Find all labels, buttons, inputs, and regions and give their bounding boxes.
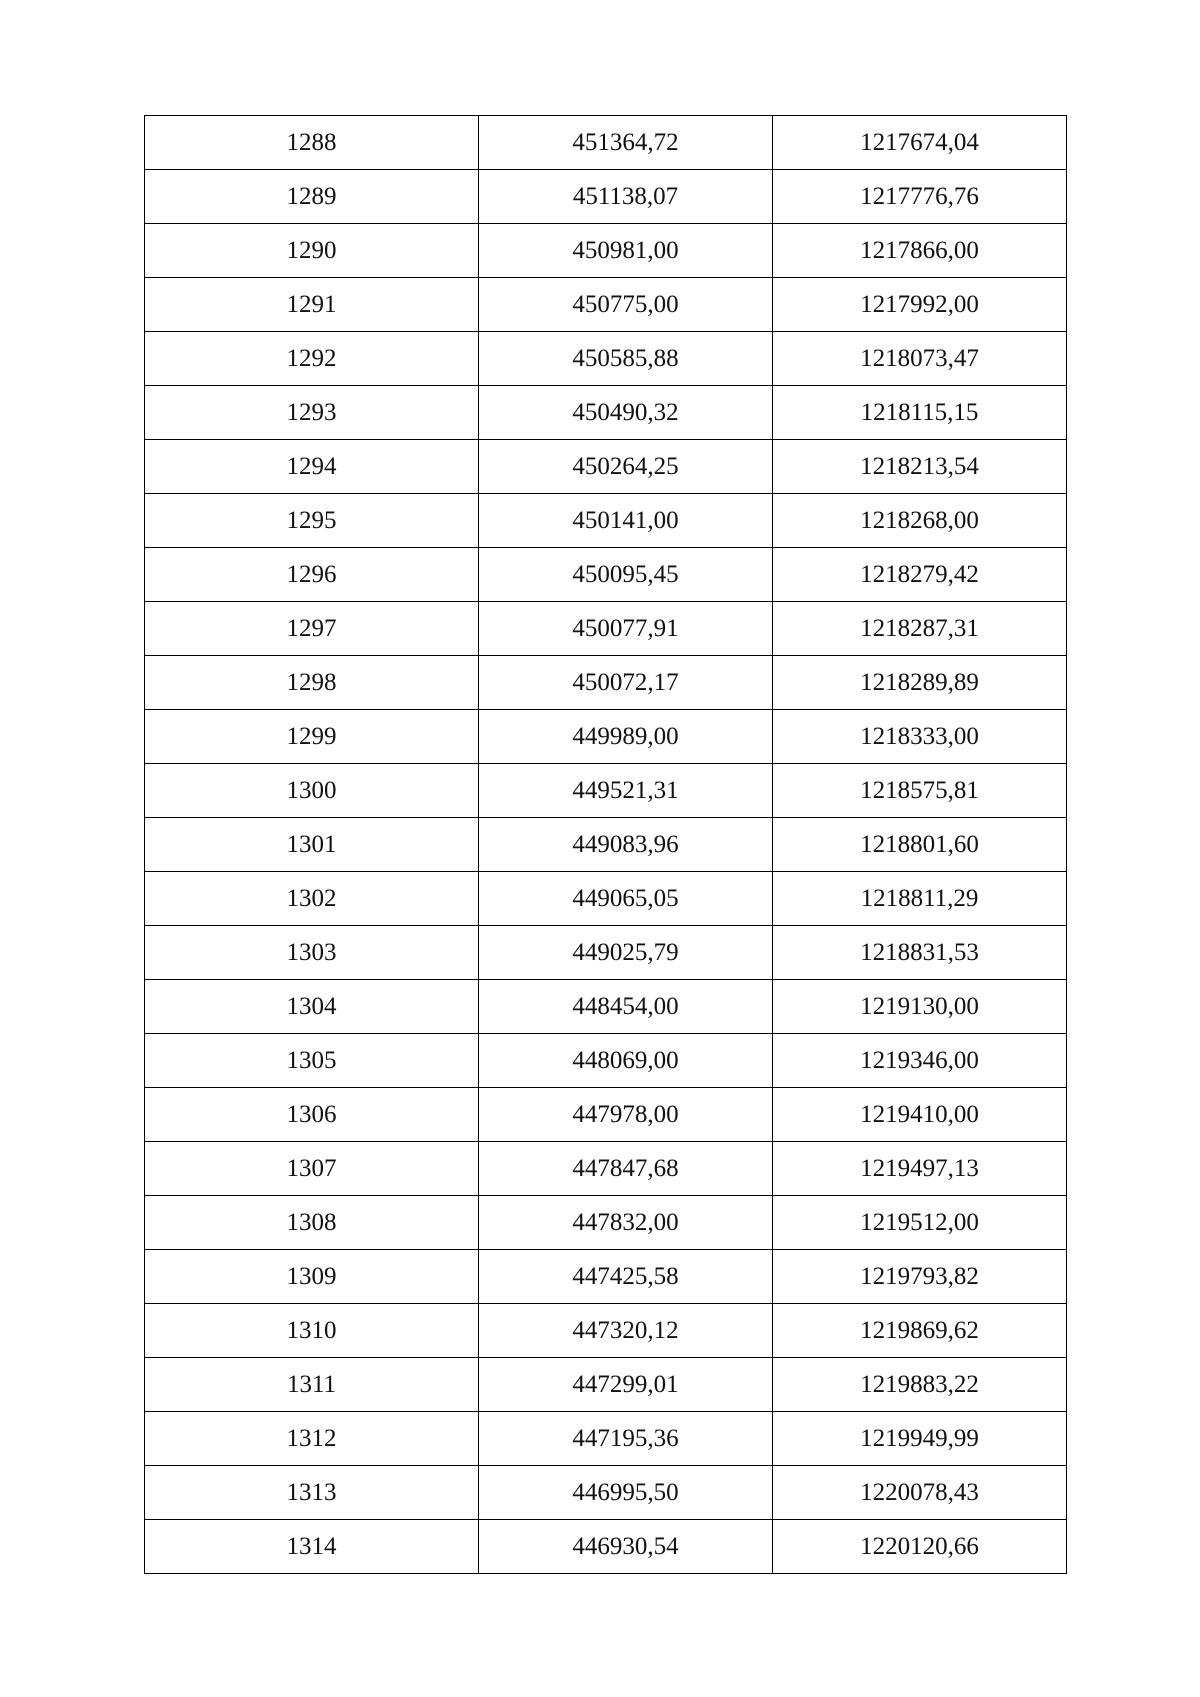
point-number-cell: 1305	[145, 1034, 479, 1088]
point-number-cell: 1313	[145, 1466, 479, 1520]
y-coordinate-cell: 1217674,04	[773, 116, 1067, 170]
x-coordinate-cell: 450490,32	[479, 386, 773, 440]
table-row	[145, 170, 1067, 224]
table-row	[145, 764, 1067, 818]
x-coordinate-cell: 450141,00	[479, 494, 773, 548]
table-row	[145, 1304, 1067, 1358]
table-row	[145, 818, 1067, 872]
y-coordinate-cell: 1217776,76	[773, 170, 1067, 224]
table-row	[145, 1250, 1067, 1304]
x-coordinate-cell: 450077,91	[479, 602, 773, 656]
point-number-cell: 1307	[145, 1142, 479, 1196]
table-row	[145, 1034, 1067, 1088]
y-coordinate-cell: 1219346,00	[773, 1034, 1067, 1088]
y-coordinate-cell: 1219949,99	[773, 1412, 1067, 1466]
point-number-cell: 1298	[145, 656, 479, 710]
table-row	[145, 1196, 1067, 1250]
point-number-cell: 1304	[145, 980, 479, 1034]
y-coordinate-cell: 1218333,00	[773, 710, 1067, 764]
y-coordinate-cell: 1219410,00	[773, 1088, 1067, 1142]
y-coordinate-cell: 1217866,00	[773, 224, 1067, 278]
x-coordinate-cell: 450585,88	[479, 332, 773, 386]
table-row	[145, 224, 1067, 278]
x-coordinate-cell: 447847,68	[479, 1142, 773, 1196]
y-coordinate-cell: 1219793,82	[773, 1250, 1067, 1304]
x-coordinate-cell: 450264,25	[479, 440, 773, 494]
coordinates-table	[144, 115, 1067, 1574]
x-coordinate-cell: 447195,36	[479, 1412, 773, 1466]
point-number-cell: 1306	[145, 1088, 479, 1142]
y-coordinate-cell: 1218268,00	[773, 494, 1067, 548]
point-number-cell: 1310	[145, 1304, 479, 1358]
y-coordinate-cell: 1218287,31	[773, 602, 1067, 656]
table-row	[145, 278, 1067, 332]
x-coordinate-cell: 449521,31	[479, 764, 773, 818]
table-row	[145, 332, 1067, 386]
y-coordinate-cell: 1218213,54	[773, 440, 1067, 494]
y-coordinate-cell: 1218811,29	[773, 872, 1067, 926]
table-row	[145, 440, 1067, 494]
table-row	[145, 1088, 1067, 1142]
point-number-cell: 1293	[145, 386, 479, 440]
x-coordinate-cell: 449025,79	[479, 926, 773, 980]
x-coordinate-cell: 446930,54	[479, 1520, 773, 1574]
point-number-cell: 1309	[145, 1250, 479, 1304]
table-row	[145, 656, 1067, 710]
y-coordinate-cell: 1219512,00	[773, 1196, 1067, 1250]
point-number-cell: 1290	[145, 224, 479, 278]
x-coordinate-cell: 451364,72	[479, 116, 773, 170]
x-coordinate-cell: 447832,00	[479, 1196, 773, 1250]
point-number-cell: 1314	[145, 1520, 479, 1574]
x-coordinate-cell: 449065,05	[479, 872, 773, 926]
x-coordinate-cell: 450072,17	[479, 656, 773, 710]
table-row	[145, 872, 1067, 926]
y-coordinate-cell: 1220120,66	[773, 1520, 1067, 1574]
point-number-cell: 1308	[145, 1196, 479, 1250]
x-coordinate-cell: 447320,12	[479, 1304, 773, 1358]
y-coordinate-cell: 1217992,00	[773, 278, 1067, 332]
x-coordinate-cell: 446995,50	[479, 1466, 773, 1520]
point-number-cell: 1311	[145, 1358, 479, 1412]
x-coordinate-cell: 448069,00	[479, 1034, 773, 1088]
table-row	[145, 1142, 1067, 1196]
table-row	[145, 1358, 1067, 1412]
table-row	[145, 980, 1067, 1034]
coordinates-table-body	[145, 116, 1067, 1574]
point-number-cell: 1297	[145, 602, 479, 656]
table-row	[145, 602, 1067, 656]
x-coordinate-cell: 451138,07	[479, 170, 773, 224]
table-row	[145, 386, 1067, 440]
y-coordinate-cell: 1219869,62	[773, 1304, 1067, 1358]
y-coordinate-cell: 1219883,22	[773, 1358, 1067, 1412]
point-number-cell: 1303	[145, 926, 479, 980]
x-coordinate-cell: 449989,00	[479, 710, 773, 764]
y-coordinate-cell: 1220078,43	[773, 1466, 1067, 1520]
y-coordinate-cell: 1218575,81	[773, 764, 1067, 818]
table-row	[145, 926, 1067, 980]
point-number-cell: 1296	[145, 548, 479, 602]
y-coordinate-cell: 1218801,60	[773, 818, 1067, 872]
point-number-cell: 1294	[145, 440, 479, 494]
x-coordinate-cell: 450981,00	[479, 224, 773, 278]
point-number-cell: 1302	[145, 872, 479, 926]
point-number-cell: 1299	[145, 710, 479, 764]
x-coordinate-cell: 447425,58	[479, 1250, 773, 1304]
table-row	[145, 1520, 1067, 1574]
x-coordinate-cell: 447299,01	[479, 1358, 773, 1412]
table-row	[145, 116, 1067, 170]
point-number-cell: 1291	[145, 278, 479, 332]
point-number-cell: 1288	[145, 116, 479, 170]
point-number-cell: 1295	[145, 494, 479, 548]
y-coordinate-cell: 1218279,42	[773, 548, 1067, 602]
table-row	[145, 1412, 1067, 1466]
y-coordinate-cell: 1219497,13	[773, 1142, 1067, 1196]
x-coordinate-cell: 450775,00	[479, 278, 773, 332]
point-number-cell: 1301	[145, 818, 479, 872]
y-coordinate-cell: 1218115,15	[773, 386, 1067, 440]
point-number-cell: 1292	[145, 332, 479, 386]
table-row	[145, 494, 1067, 548]
y-coordinate-cell: 1218289,89	[773, 656, 1067, 710]
y-coordinate-cell: 1219130,00	[773, 980, 1067, 1034]
point-number-cell: 1312	[145, 1412, 479, 1466]
x-coordinate-cell: 448454,00	[479, 980, 773, 1034]
point-number-cell: 1300	[145, 764, 479, 818]
table-row	[145, 1466, 1067, 1520]
x-coordinate-cell: 447978,00	[479, 1088, 773, 1142]
table-row	[145, 548, 1067, 602]
point-number-cell: 1289	[145, 170, 479, 224]
x-coordinate-cell: 449083,96	[479, 818, 773, 872]
x-coordinate-cell: 450095,45	[479, 548, 773, 602]
y-coordinate-cell: 1218073,47	[773, 332, 1067, 386]
y-coordinate-cell: 1218831,53	[773, 926, 1067, 980]
table-row	[145, 710, 1067, 764]
